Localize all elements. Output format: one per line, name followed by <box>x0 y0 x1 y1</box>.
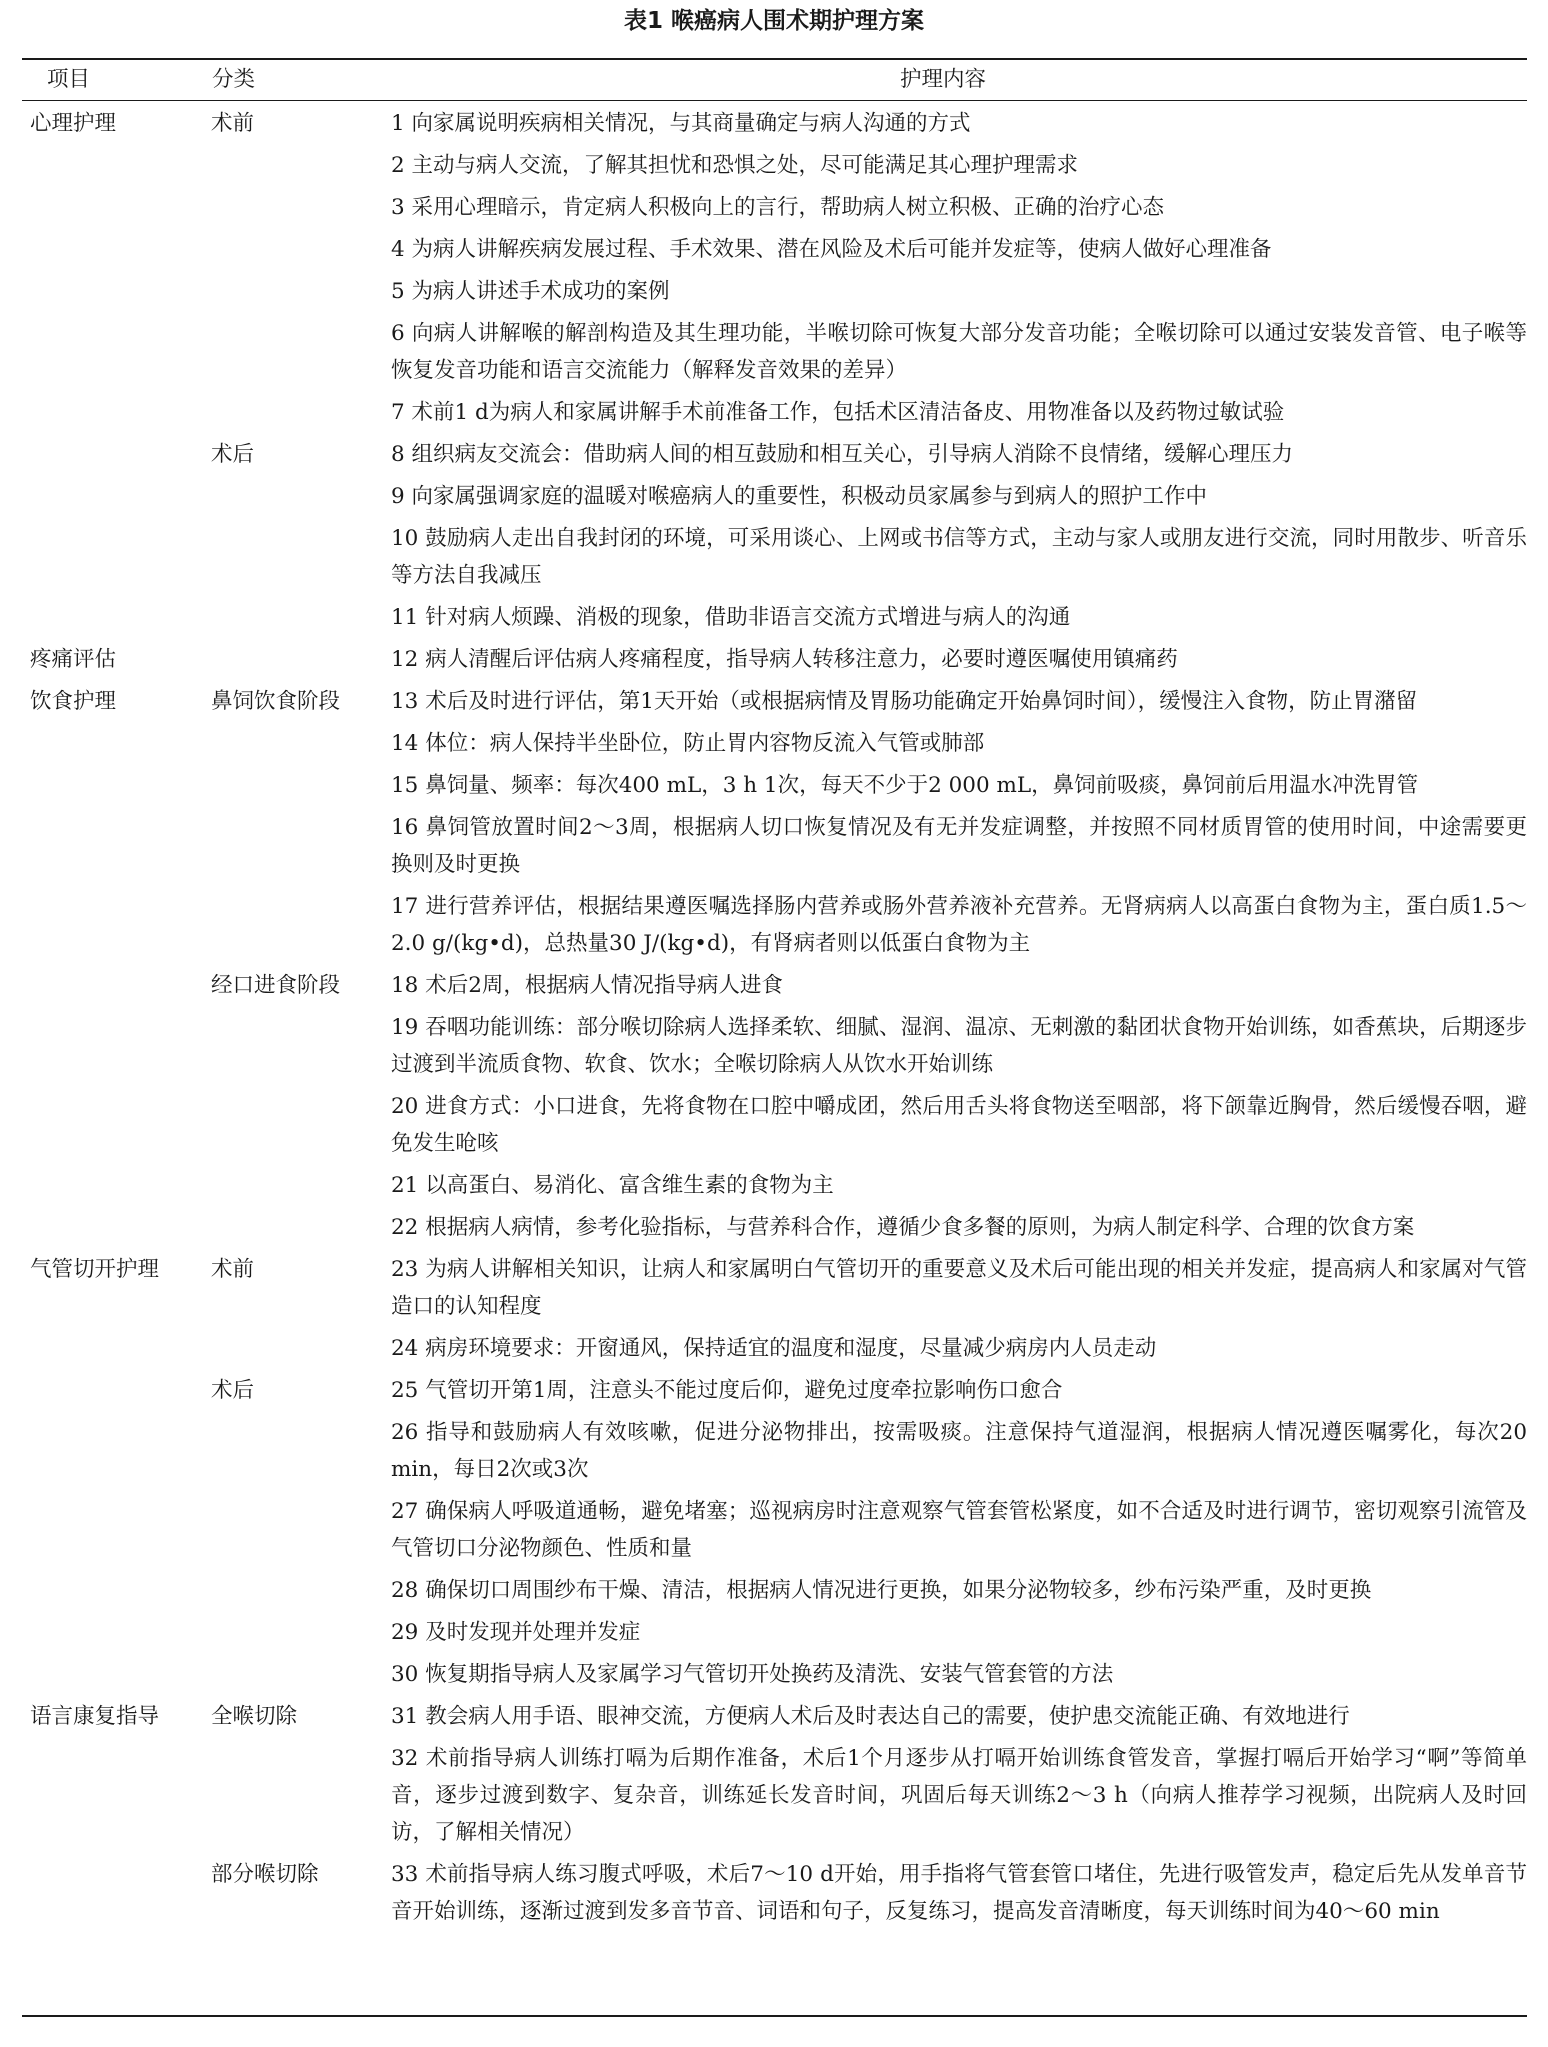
row-category <box>211 1009 391 1083</box>
row-content: 20 进食方式：小口进食，先将食物在口腔中嚼成团，然后用舌头将食物送至咽部，将下颌靠近胸骨，然后缓慢吞咽，避免发生呛咳 <box>391 1094 1527 1156</box>
table-row <box>0 683 1548 720</box>
row-content: 10 鼓励病人走出自我封闭的环境，可采用谈心、上网或书信等方式，主动与家人或朋友进行交流，同时用散步、听音乐等方法自我减压 <box>391 526 1527 588</box>
row-content: 11 针对病人烦躁、消极的现象，借助非语言交流方式增进与病人的沟通 <box>391 605 1071 630</box>
row-category <box>211 888 391 962</box>
row-content: 24 病房环境要求：开窗通风，保持适宜的温度和湿度，尽量减少病房内人员走动 <box>391 1336 1157 1361</box>
table-row <box>0 1493 1548 1567</box>
row-category: 术后 <box>211 442 255 467</box>
table-row <box>0 147 1548 184</box>
table-row <box>0 436 1548 473</box>
row-content: 32 术前指导病人训练打嗝为后期作准备，术后1个月逐步从打嗝开始训练食管发音，掌握打嗝后开始学习“啊”等简单音，逐步过渡到数字、复杂音，训练延长发音时间，巩固后每天训练2～3 h（向病人推荐学习视频，出院病人及时回访，了解相关情况） <box>391 1746 1527 1845</box>
row-content: 6 向病人讲解喉的解剖构造及其生理功能，半喉切除可恢复大部分发音功能；全喉切除可以通过安装发音管、电子喉等恢复发音功能和语言交流能力（解释发音效果的差异） <box>391 321 1527 383</box>
row-item <box>0 520 211 594</box>
table-title: 表1 喉癌病人围术期护理方案 <box>623 8 924 34</box>
table-row <box>0 1614 1548 1651</box>
row-content: 12 病人清醒后评估病人疼痛程度，指导病人转移注意力，必要时遵医嘱使用镇痛药 <box>391 647 1178 672</box>
row-item <box>0 478 211 515</box>
table-row <box>0 1009 1548 1083</box>
row-category: 术前 <box>211 111 255 136</box>
row-content: 8 组织病友交流会：借助病人间的相互鼓励和相互关心，引导病人消除不良情绪，缓解心理压力 <box>391 442 1294 467</box>
table-row <box>0 1740 1548 1851</box>
row-category <box>211 809 391 883</box>
table-row <box>0 315 1548 389</box>
table-row <box>0 1656 1548 1693</box>
row-item <box>0 1614 211 1651</box>
table-row <box>0 599 1548 636</box>
row-item <box>0 1493 211 1567</box>
row-content: 1 向家属说明疾病相关情况，与其商量确定与病人沟通的方式 <box>391 111 971 136</box>
row-category <box>211 1209 391 1246</box>
row-content: 31 教会病人用手语、眼神交流，方便病人术后及时表达自己的需要，使护患交流能正确、有效地进行 <box>391 1704 1350 1729</box>
row-item <box>0 315 211 389</box>
row-content: 3 采用心理暗示，肯定病人积极向上的言行，帮助病人树立积极、正确的治疗心态 <box>391 195 1165 220</box>
row-category <box>211 231 391 268</box>
row-content: 25 气管切开第1周，注意头不能过度后仰，避免过度牵拉影响伤口愈合 <box>391 1378 1063 1403</box>
row-category: 全喉切除 <box>211 1704 298 1729</box>
table-row <box>0 1251 1548 1325</box>
row-content: 17 进行营养评估，根据结果遵医嘱选择肠内营养或肠外营养液补充营养。无肾病病人以高蛋白食物为主，蛋白质1.5～2.0 g/(kg•d)，总热量30 J/(kg•d)，有肾病者则以低蛋白食物为主 <box>391 894 1527 956</box>
row-content: 30 恢复期指导病人及家属学习气管切开处换药及清洗、安装气管套管的方法 <box>391 1662 1114 1687</box>
row-item <box>0 725 211 762</box>
table-row <box>0 105 1548 142</box>
row-category <box>211 1414 391 1488</box>
table-row <box>0 520 1548 594</box>
top-rule <box>22 58 1527 60</box>
row-category <box>211 1493 391 1567</box>
row-content: 15 鼻饲量、频率：每次400 mL，3 h 1次，每天不少于2 000 mL，鼻饲前吸痰，鼻饲前后用温水冲洗胃管 <box>391 773 1419 798</box>
row-category <box>211 767 391 804</box>
row-content: 23 为病人讲解相关知识，让病人和家属明白气管切开的重要意义及术后可能出现的相关并发症，提高病人和家属对气管造口的认知程度 <box>391 1257 1527 1319</box>
row-category <box>211 1614 391 1651</box>
row-category: 鼻饲饮食阶段 <box>211 689 341 714</box>
row-content: 16 鼻饲管放置时间2～3周，根据病人切口恢复情况及有无并发症调整，并按照不同材质胃管的使用时间，中途需要更换则及时更换 <box>391 815 1527 877</box>
row-content: 33 术前指导病人练习腹式呼吸，术后7～10 d开始，用手指将气管套管口堵住，先进行吸管发声，稳定后先从发单音节音开始训练，逐渐过渡到发多音节音、词语和句子，反复练习，提高发音清晰度，每天训练时间为40～60 min <box>391 1862 1527 1924</box>
row-item <box>0 967 211 1004</box>
row-item <box>0 1167 211 1204</box>
row-category <box>211 1088 391 1162</box>
row-category <box>211 520 391 594</box>
row-content: 21 以高蛋白、易消化、富含维生素的食物为主 <box>391 1173 834 1198</box>
table-row <box>0 189 1548 226</box>
row-category <box>211 1330 391 1367</box>
table-row <box>0 967 1548 1004</box>
row-content: 28 确保切口周围纱布干燥、清洁，根据病人情况进行更换，如果分泌物较多，纱布污染严重，及时更换 <box>391 1578 1372 1603</box>
row-category: 经口进食阶段 <box>211 973 341 998</box>
bottom-rule <box>22 2015 1527 2017</box>
row-item <box>0 1088 211 1162</box>
row-item <box>0 147 211 184</box>
row-item <box>0 1656 211 1693</box>
table-row <box>0 725 1548 762</box>
row-content: 18 术后2周，根据病人情况指导病人进食 <box>391 973 783 998</box>
row-category <box>211 1167 391 1204</box>
header-rule <box>22 100 1527 101</box>
table-body <box>0 105 1548 1930</box>
header-category: 分类 <box>212 67 256 92</box>
row-content: 29 及时发现并处理并发症 <box>391 1620 641 1645</box>
row-content: 5 为病人讲述手术成功的案例 <box>391 279 670 304</box>
table-row <box>0 1330 1548 1367</box>
row-category <box>211 147 391 184</box>
row-category <box>211 725 391 762</box>
row-item <box>0 1740 211 1851</box>
row-item <box>0 1209 211 1246</box>
row-item: 气管切开护理 <box>30 1257 160 1282</box>
row-content: 14 体位：病人保持半坐卧位，防止胃内容物反流入气管或肺部 <box>391 731 985 756</box>
table-row <box>0 273 1548 310</box>
table-row <box>0 888 1548 962</box>
row-item <box>0 1372 211 1409</box>
table-row <box>0 231 1548 268</box>
row-category: 术前 <box>211 1257 255 1282</box>
row-content: 26 指导和鼓励病人有效咳嗽，促进分泌物排出，按需吸痰。注意保持气道湿润，根据病人情况遵医嘱雾化，每次20 min，每日2次或3次 <box>391 1420 1527 1482</box>
row-content: 27 确保病人呼吸道通畅，避免堵塞；巡视病房时注意观察气管套管松紧度，如不合适及时进行调节，密切观察引流管及气管切口分泌物颜色、性质和量 <box>391 1499 1527 1561</box>
row-item <box>0 1009 211 1083</box>
row-category <box>211 1740 391 1851</box>
row-item <box>0 767 211 804</box>
row-category <box>211 599 391 636</box>
row-content: 7 术前1 d为病人和家属讲解手术前准备工作，包括术区清洁备皮、用物准备以及药物过敏试验 <box>391 400 1285 425</box>
row-item <box>0 1856 211 1930</box>
row-item: 心理护理 <box>30 111 117 136</box>
table-row <box>0 1856 1548 1930</box>
table-row <box>0 641 1548 678</box>
row-item <box>0 436 211 473</box>
row-category: 部分喉切除 <box>211 1862 319 1887</box>
table-row <box>0 1209 1548 1246</box>
row-content: 9 向家属强调家庭的温暖对喉癌病人的重要性，积极动员家属参与到病人的照护工作中 <box>391 484 1208 509</box>
row-item <box>0 809 211 883</box>
row-category <box>211 641 391 678</box>
row-category <box>211 315 391 389</box>
row-item <box>0 888 211 962</box>
table-row <box>0 1372 1548 1409</box>
row-content: 2 主动与病人交流，了解其担忧和恐惧之处，尽可能满足其心理护理需求 <box>391 153 1079 178</box>
row-item <box>0 599 211 636</box>
row-content: 13 术后及时进行评估，第1天开始（或根据病情及胃肠功能确定开始鼻饲时间），缓慢注入食物，防止胃潴留 <box>391 689 1418 714</box>
table-row <box>0 1167 1548 1204</box>
table-row <box>0 767 1548 804</box>
row-content: 4 为病人讲解疾病发展过程、手术效果、潜在风险及术后可能并发症等，使病人做好心理准备 <box>391 237 1272 262</box>
row-category <box>211 273 391 310</box>
table-row <box>0 1698 1548 1735</box>
row-category <box>211 478 391 515</box>
table-row <box>0 1572 1548 1609</box>
row-category <box>211 394 391 431</box>
row-category <box>211 1656 391 1693</box>
row-item: 语言康复指导 <box>30 1704 160 1729</box>
row-category <box>211 1572 391 1609</box>
row-item: 疼痛评估 <box>30 647 117 672</box>
row-category <box>211 189 391 226</box>
row-item <box>0 231 211 268</box>
table-row <box>0 394 1548 431</box>
row-item <box>0 1572 211 1609</box>
row-item <box>0 1330 211 1367</box>
row-item <box>0 394 211 431</box>
row-item <box>0 189 211 226</box>
row-item <box>0 273 211 310</box>
table-row <box>0 478 1548 515</box>
row-content: 19 吞咽功能训练：部分喉切除病人选择柔软、细腻、湿润、温凉、无刺激的黏团状食物开始训练，如香蕉块，后期逐步过渡到半流质食物、软食、饮水；全喉切除病人从饮水开始训练 <box>391 1015 1527 1077</box>
row-content: 22 根据病人病情，参考化验指标，与营养科合作，遵循少食多餐的原则，为病人制定科学、合理的饮食方案 <box>391 1215 1415 1240</box>
header-item: 项目 <box>47 67 91 92</box>
row-item: 饮食护理 <box>30 689 117 714</box>
table-row <box>0 1088 1548 1162</box>
row-item <box>0 1414 211 1488</box>
header-content: 护理内容 <box>900 67 987 92</box>
row-category: 术后 <box>211 1378 255 1403</box>
table-row <box>0 1414 1548 1488</box>
table-row <box>0 809 1548 883</box>
